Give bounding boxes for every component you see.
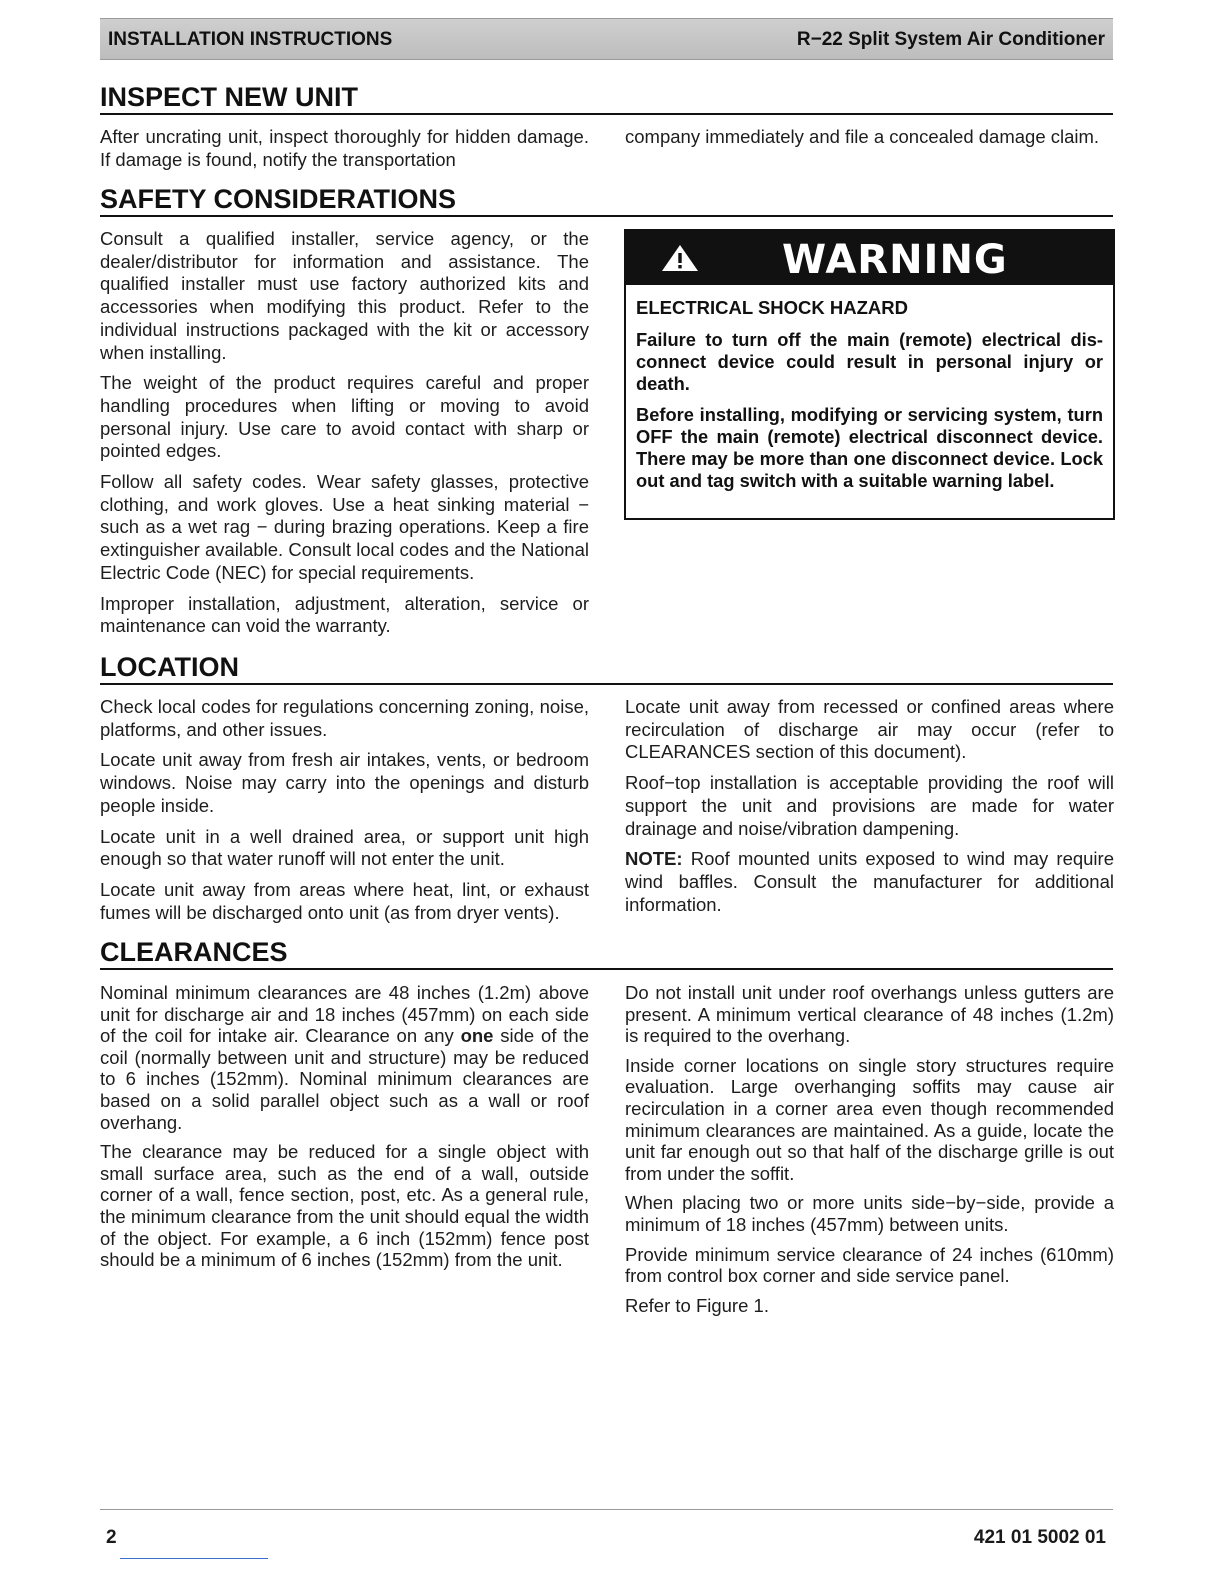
warning-body	[626, 285, 1113, 492]
section-title-clearances: CLEARANCES	[100, 937, 1113, 970]
warning-box	[624, 229, 1115, 520]
paragraph: Do not install unit under roof overhangs unless gutters are present. A minimum vertical clearance of 48 inches (1.2m) is required to the overhang.	[625, 982, 1114, 1047]
warning-title: WARNING	[782, 237, 1008, 283]
paragraph: The clearance may be reduced for a single object with small surface area, such as the end of a wall, outside corner of a wall, fence section, post, etc. As a general rule, the minimum clearance from the unit should equal the width of the object. For example, a 6 inch (152mm) fence post should be a minimum of 6 inches (152mm) from the unit.	[100, 1141, 589, 1271]
note-label: NOTE:	[625, 848, 683, 870]
warning-paragraph: Before installing, modifying or servicing system, turn OFF the main (remote) electrical disconnect device. There may be more than one disconnect device. Lock out and tag switch with a suitable warning label.	[636, 404, 1103, 491]
paragraph: The weight of the product requires careful and proper handling procedures when lifting or moving to avoid personal injury. Use care to avoid contact with sharp or pointed edges.	[100, 372, 589, 462]
paragraph: Check local codes for regulations concerning zoning, noise, platforms, and other issues.	[100, 696, 589, 740]
paragraph: After uncrating unit, inspect thoroughly for hidden damage. If damage is found, notify the transportation	[100, 126, 589, 170]
paragraph: When placing two or more units side−by−side, provide a minimum of 18 inches (457mm) between units.	[625, 1192, 1114, 1235]
footer-underline	[120, 1558, 268, 1559]
header-bar	[100, 18, 1113, 60]
text-run: Nominal minimum clearances are 48 inches (1.2m) above unit for discharge air and 18 inches (457mm) on each side of the coil for intake air. Clearance on any	[100, 982, 589, 1047]
clearances-right-column	[625, 982, 1114, 1324]
paragraph: Improper installation, adjustment, alteration, service or maintenance can void the warranty.	[100, 592, 589, 637]
paragraph: Locate unit away from fresh air intakes, vents, or bedroom windows. Noise may carry into the openings and disturb people inside.	[100, 749, 589, 816]
warning-banner	[626, 231, 1113, 285]
paragraph: Consult a qualified installer, service agency, or the dealer/distributor for information and assistance. The qualified installer must use factory authorized kits and accessories when modifying this product. Refer to the individual instructions packaged with the kit or accessory when installing.	[100, 228, 589, 363]
paragraph: Locate unit away from recessed or confined areas where recirculation of discharge air may occur (refer to CLEARANCES section of this document).	[625, 696, 1114, 763]
paragraph: Follow all safety codes. Wear safety glasses, protective clothing, and work gloves. Use a heat sinking material − such as a wet rag − during brazing operations. Keep a fire extinguisher available. Consult local codes and the National Electric Code (NEC) for special requirements.	[100, 471, 589, 583]
note-text: Roof mounted units exposed to wind may require wind baffles. Consult the manufacturer for additional information.	[625, 848, 1114, 915]
inspect-left-column	[100, 126, 589, 179]
section-title-location: LOCATION	[100, 652, 1113, 685]
inspect-right-column	[625, 126, 1114, 157]
header-product: R−22 Split System Air Conditioner	[796, 29, 1105, 50]
header-title: INSTALLATION INSTRUCTIONS	[108, 29, 393, 50]
paragraph	[100, 982, 589, 1133]
emphasis: one	[460, 1025, 494, 1047]
paragraph: company immediately and file a concealed damage claim.	[625, 126, 1100, 147]
warning-triangle-icon	[660, 243, 700, 278]
safety-column	[100, 228, 589, 646]
document-number: 421 01 5002 01	[973, 1527, 1106, 1548]
footer-divider	[100, 1509, 1113, 1510]
location-right-column	[625, 696, 1114, 924]
section-title-safety: SAFETY CONSIDERATIONS	[100, 184, 1113, 217]
paragraph: Inside corner locations on single story structures require evaluation. Large overhanging soffits may cause air recirculation in a corner area even though recommended minimum clearances are maintained. As a guide, locate the unit far enough out so that half of the discharge grille is out from under the soffit.	[625, 1054, 1114, 1184]
page-number: 2	[106, 1527, 117, 1548]
paragraph: Locate unit away from areas where heat, lint, or exhaust fumes will be discharged onto unit (as from dryer vents).	[100, 878, 589, 923]
text-run: side of the coil (normally between unit and structure) may be reduced to 6 inches (152mm). Nominal minimum clearances are based on a solid parallel object such as a wall or roof overhang.	[100, 1025, 589, 1133]
section-title-inspect: INSPECT NEW UNIT	[100, 82, 1113, 115]
location-left-column	[100, 696, 589, 932]
hazard-heading: ELECTRICAL SHOCK HAZARD	[636, 297, 909, 318]
paragraph: Locate unit in a well drained area, or support unit high enough so that water runoff will not enter the unit.	[100, 825, 589, 870]
note-paragraph	[625, 848, 1114, 916]
paragraph: Provide minimum service clearance of 24 inches (610mm) from control box corner and side service panel.	[625, 1243, 1114, 1287]
clearances-left-column	[100, 982, 589, 1279]
warning-paragraph: Failure to turn off the main (remote) electrical dis- connect device could result in personal injury or death.	[636, 329, 1103, 394]
paragraph: Roof−top installation is acceptable providing the roof will support the unit and provisions are made for water drainage and noise/vibration dampening.	[625, 772, 1114, 839]
paragraph: Refer to Figure 1.	[625, 1294, 769, 1316]
